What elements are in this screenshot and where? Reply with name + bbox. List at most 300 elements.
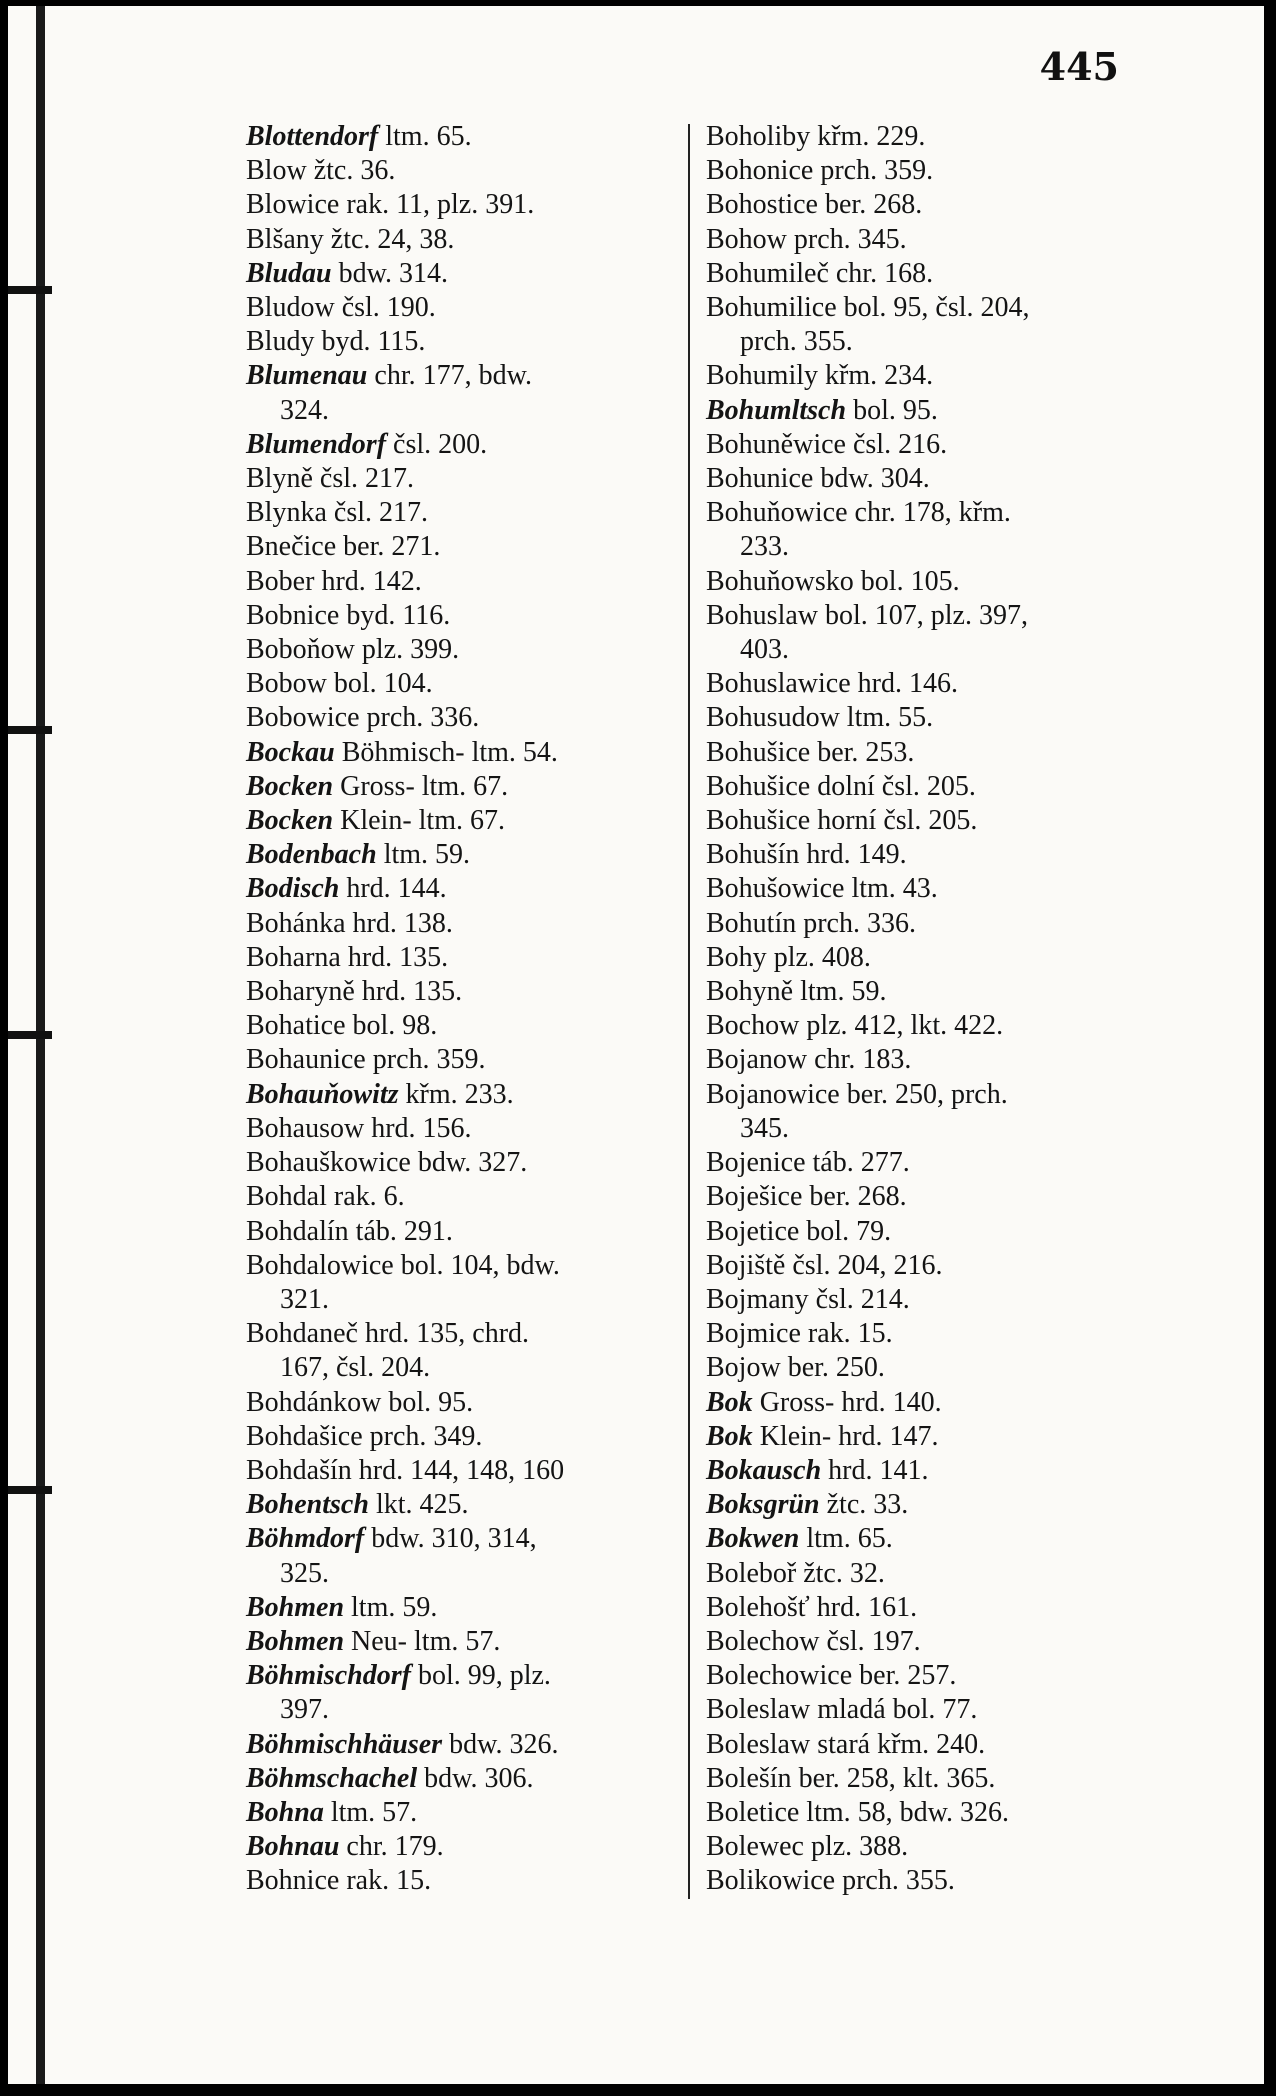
entry-reference: ltm. 65.: [799, 1523, 893, 1555]
index-entry: [706, 154, 1146, 188]
index-entry: [246, 838, 686, 872]
index-entry: [706, 1043, 1146, 1077]
entry-reference: rak. 15.: [800, 1318, 893, 1350]
entry-reference: ltm. 58, bdw. 326.: [799, 1796, 1010, 1828]
entry-name: Bohmen: [246, 1625, 345, 1657]
index-entry: [706, 770, 1146, 804]
entry-reference: čsl. 216.: [845, 428, 948, 460]
index-entry: [706, 599, 1146, 633]
entry-name: Bok: [706, 1386, 753, 1418]
entry-name: Boharyně: [246, 976, 355, 1008]
entry-reference: 345.: [740, 1112, 789, 1144]
entry-reference: bdw. 304.: [813, 463, 930, 495]
entry-reference: bdw. 327.: [410, 1147, 528, 1179]
entry-reference: Gross- hrd. 140.: [752, 1386, 942, 1418]
index-entry: [246, 1386, 686, 1420]
entry-reference: plz. 388.: [803, 1831, 909, 1863]
binding-stitch: [8, 286, 52, 294]
entry-reference: ber. 268.: [802, 1181, 907, 1213]
entry-name: Bohaunice: [246, 1044, 366, 1076]
entry-reference: chr. 177, bdw.: [367, 360, 532, 392]
index-entry: [246, 530, 686, 564]
entry-reference: ltm. 65.: [378, 121, 472, 152]
entry-name: Bohuňowsko: [706, 565, 854, 597]
entry-reference: plz. 412, lkt. 422.: [799, 1010, 1004, 1042]
entry-name: Bohunice: [706, 463, 814, 495]
entry-reference: prch. 349.: [362, 1420, 483, 1452]
index-entry: [706, 1796, 1146, 1830]
entry-name: Bohatice: [246, 1010, 346, 1042]
entry-reference: hrd. 149.: [799, 839, 907, 871]
index-entry: [246, 496, 686, 530]
entry-name: Böhmschachel: [246, 1762, 418, 1794]
entry-name: Boholiby: [706, 121, 811, 152]
entry-reference: hrd. 135.: [340, 941, 449, 973]
entry-name: Bludow: [246, 292, 335, 324]
index-entry: [706, 291, 1146, 325]
index-entry: [706, 1864, 1146, 1898]
entry-name: Boleslaw: [706, 1728, 811, 1760]
entry-name: Bolikowice: [706, 1865, 836, 1897]
entry-reference: čsl. 217.: [312, 463, 414, 495]
entry-name: Bohnice: [246, 1865, 340, 1897]
binding-stitch: [8, 726, 52, 734]
entry-reference: křm. 234.: [818, 360, 934, 392]
entry-reference: bdw. 306.: [417, 1762, 534, 1794]
entry-reference: bol. 107, plz. 397,: [818, 599, 1028, 631]
index-entry: [246, 1864, 686, 1898]
index-entry-continuation: [706, 633, 1146, 667]
entry-reference: dolní čsl. 205.: [810, 770, 976, 802]
entry-reference: hrd. 138.: [345, 907, 453, 939]
index-entry: [706, 359, 1146, 393]
entry-reference: chr. 168.: [828, 257, 934, 289]
index-entry: [246, 1522, 686, 1556]
entry-name: Bohow: [706, 223, 787, 255]
entry-name: Bludau: [246, 257, 332, 289]
index-entry: [246, 633, 686, 667]
index-entry: [706, 1078, 1146, 1112]
entry-reference: ber. 253.: [810, 736, 915, 768]
entry-name: Bohušice: [706, 805, 811, 837]
index-entry-continuation: [246, 1283, 686, 1317]
index-entry: [706, 1009, 1146, 1043]
entry-name: Bohnau: [246, 1831, 340, 1863]
index-entry: [246, 804, 686, 838]
entry-reference: prch. 359.: [365, 1044, 486, 1076]
entry-name: Bojow: [706, 1352, 781, 1384]
entry-name: Bodisch: [246, 873, 340, 905]
entry-name: Bohdalín: [246, 1215, 349, 1247]
entry-reference: rak. 15.: [339, 1865, 432, 1897]
index-entry: [246, 1659, 686, 1693]
index-entry: [246, 667, 686, 701]
entry-name: Böhmdorf: [246, 1523, 365, 1555]
index-entry: [706, 428, 1146, 462]
entry-name: Bohutín: [706, 907, 797, 939]
binding-edge: [36, 6, 45, 2084]
entry-reference: čsl. 190.: [334, 292, 436, 324]
entry-name: Bohumltsch: [706, 394, 847, 426]
index-entry: [706, 1830, 1146, 1864]
index-entry: [706, 941, 1146, 975]
index-entry: [246, 701, 686, 735]
binding-stitch: [8, 1031, 52, 1039]
entry-reference: mladá bol. 77.: [810, 1694, 978, 1726]
entry-name: Blšany: [246, 223, 324, 255]
entry-reference: ltm. 59.: [793, 976, 887, 1008]
entry-reference: bol. 95.: [846, 394, 938, 426]
entry-reference: bol. 95.: [381, 1386, 474, 1418]
entry-reference: prch. 359.: [813, 155, 934, 187]
entry-name: Bochow: [706, 1010, 800, 1042]
entry-name: Blumendorf: [246, 428, 387, 460]
entry-reference: 167, čsl. 204.: [280, 1352, 431, 1384]
entry-name: Bohánka: [246, 907, 346, 939]
entry-name: Bohausow: [246, 1112, 365, 1144]
entry-name: Böhmischdorf: [246, 1660, 411, 1692]
entry-name: Bolechow: [706, 1625, 820, 1657]
entry-name: Bohyně: [706, 976, 794, 1008]
index-entry: [246, 1215, 686, 1249]
index-entry: [246, 1830, 686, 1864]
entry-name: Bohuňowice: [706, 497, 848, 529]
entry-name: Bohdašice: [246, 1420, 363, 1452]
entry-name: Bobnice: [246, 599, 340, 631]
entry-reference: hrd. 161.: [809, 1591, 918, 1623]
index-entry: [246, 872, 686, 906]
index-entry: [246, 291, 686, 325]
entry-reference: křm. 229.: [810, 121, 926, 152]
entry-name: Bohy: [706, 941, 767, 973]
entry-reference: bol. 95, čsl. 204,: [836, 292, 1030, 324]
index-entry: [706, 1283, 1146, 1317]
index-entry: [706, 1625, 1146, 1659]
entry-reference: Neu- ltm. 57.: [344, 1625, 501, 1657]
entry-reference: ber. 268.: [818, 189, 923, 221]
index-entry: [706, 1146, 1146, 1180]
index-entry: [706, 1762, 1146, 1796]
entry-reference: ltm. 59.: [344, 1591, 438, 1623]
entry-reference: bol. 79.: [799, 1215, 892, 1247]
index-entry: [706, 1522, 1146, 1556]
index-entry: [246, 257, 686, 291]
index-entry: [246, 1591, 686, 1625]
index-entry: [246, 1796, 686, 1830]
entry-reference: čsl. 204, 216.: [785, 1249, 943, 1281]
index-entry: [246, 1249, 686, 1283]
entry-name: Bohuněwice: [706, 428, 846, 460]
entry-name: Boješice: [706, 1181, 803, 1213]
index-entry: [246, 154, 686, 188]
index-entry: [246, 325, 686, 359]
entry-reference: rak. 6.: [326, 1181, 405, 1213]
entry-reference: stará křm. 240.: [810, 1728, 986, 1760]
index-entry: [246, 462, 686, 496]
entry-name: Bohušowice: [706, 873, 845, 905]
entry-name: Boletice: [706, 1796, 800, 1828]
entry-name: Bobowice: [246, 702, 360, 734]
entry-name: Blynka: [246, 497, 327, 529]
index-entry: [246, 736, 686, 770]
index-entry: [706, 1351, 1146, 1385]
entry-reference: chr. 179.: [339, 1831, 444, 1863]
entry-name: Bohuslaw: [706, 599, 818, 631]
entry-reference: čsl. 200.: [386, 428, 488, 460]
entry-name: Bohušín: [706, 839, 800, 871]
entry-name: Bohdalowice: [246, 1249, 394, 1281]
entry-name: Bohmen: [246, 1591, 345, 1623]
entry-name: Bludy: [246, 326, 315, 358]
index-entry: [246, 1317, 686, 1351]
entry-reference: prch. 355.: [740, 326, 853, 358]
entry-reference: žtc. 32.: [796, 1557, 885, 1589]
index-entry: [706, 804, 1146, 838]
entry-reference: ltm. 43.: [844, 873, 938, 905]
entry-reference: bdw. 326.: [442, 1728, 559, 1760]
entry-reference: bol. 105.: [853, 565, 960, 597]
entry-reference: bol. 104.: [326, 668, 433, 700]
index-entry: [246, 120, 686, 154]
entry-reference: ber. 258, klt. 365.: [791, 1762, 996, 1794]
index-entry: [706, 1215, 1146, 1249]
entry-name: Boharna: [246, 941, 341, 973]
index-entry: [246, 1625, 686, 1659]
entry-reference: ber. 257.: [852, 1660, 957, 1692]
entry-name: Bohumilice: [706, 292, 837, 324]
index-entry: [246, 1009, 686, 1043]
entry-name: Bohusudow: [706, 702, 840, 734]
entry-reference: prch. 336.: [359, 702, 480, 734]
index-entry: [246, 1488, 686, 1522]
binding-stitch: [8, 1486, 52, 1494]
entry-name: Bocken: [246, 770, 334, 802]
index-entry: [706, 1557, 1146, 1591]
entry-name: Blowice: [246, 189, 340, 221]
index-entry: [246, 1112, 686, 1146]
index-entry: [706, 1591, 1146, 1625]
entry-reference: 397.: [280, 1694, 329, 1726]
index-entry-continuation: [246, 1557, 686, 1591]
index-entry: [246, 1728, 686, 1762]
index-entry: [246, 907, 686, 941]
entry-name: Bok: [706, 1420, 753, 1452]
index-entry-continuation: [706, 530, 1146, 564]
entry-reference: hrd. 142.: [314, 565, 422, 597]
index-entry: [246, 1180, 686, 1214]
entry-name: Bohostice: [706, 189, 818, 221]
entry-name: Blumenau: [246, 360, 368, 392]
entry-reference: táb. 291.: [348, 1215, 453, 1247]
index-entry: [246, 359, 686, 393]
entry-reference: 403.: [740, 634, 789, 666]
entry-reference: táb. 277.: [805, 1147, 910, 1179]
index-entry: [246, 565, 686, 599]
entry-name: Bojmany: [706, 1283, 809, 1315]
entry-reference: prch. 336.: [796, 907, 916, 939]
index-entry: [706, 838, 1146, 872]
entry-name: Bocken: [246, 805, 334, 837]
entry-reference: rak. 11, plz. 391.: [339, 189, 535, 221]
entry-name: Bober: [246, 565, 315, 597]
index-entry: [706, 667, 1146, 701]
entry-name: Bolewec: [706, 1831, 804, 1863]
index-entry: [246, 223, 686, 257]
column-divider: [688, 124, 690, 1899]
entry-reference: bol. 104, bdw.: [393, 1249, 560, 1281]
entry-name: Bojanowice: [706, 1078, 840, 1110]
entry-name: Bojanow: [706, 1044, 808, 1076]
entry-name: Bolechowice: [706, 1660, 853, 1692]
entry-reference: chr. 183.: [807, 1044, 912, 1076]
entry-reference: žtc. 36.: [306, 155, 396, 187]
index-entry: [706, 907, 1146, 941]
entry-reference: bdw. 314.: [331, 257, 449, 289]
index-column-right: [706, 120, 1146, 1899]
entry-name: Bokwen: [706, 1523, 800, 1555]
entry-name: Bockau: [246, 736, 335, 768]
entry-name: Bokausch: [706, 1454, 822, 1486]
entry-reference: bol. 99, plz.: [410, 1660, 551, 1692]
entry-name: Bohdánkow: [246, 1386, 382, 1418]
entry-reference: Klein- ltm. 67.: [333, 805, 505, 837]
index-entry: [706, 1249, 1146, 1283]
entry-name: Bohonice: [706, 155, 814, 187]
entry-reference: 321.: [280, 1283, 329, 1315]
entry-name: Bnečice: [246, 531, 337, 563]
entry-reference: hrd. 135.: [354, 976, 463, 1008]
entry-reference: čsl. 197.: [819, 1625, 921, 1657]
entry-reference: bdw. 310, 314,: [364, 1523, 537, 1555]
entry-reference: horní čsl. 205.: [810, 805, 978, 837]
entry-name: Blow: [246, 155, 307, 187]
index-entry: [706, 1317, 1146, 1351]
index-entry: [706, 257, 1146, 291]
entry-name: Boksgrün: [706, 1489, 820, 1521]
entry-reference: ltm. 55.: [839, 702, 934, 734]
index-entry: [706, 872, 1146, 906]
entry-name: Boleboř: [706, 1557, 797, 1589]
entry-reference: ltm. 57.: [323, 1796, 418, 1828]
entry-reference: Klein- hrd. 147.: [752, 1420, 939, 1452]
entry-reference: žtc. 24, 38.: [323, 223, 455, 255]
index-entry: [706, 223, 1146, 257]
entry-name: Bolehošť: [706, 1591, 810, 1623]
index-entry: [706, 1659, 1146, 1693]
entry-name: Bojenice: [706, 1147, 806, 1179]
index-entry-continuation: [706, 1112, 1146, 1146]
entry-name: Blyně: [246, 463, 313, 495]
index-entry: [246, 1420, 686, 1454]
page-number: 445: [1039, 44, 1119, 89]
index-entry: [706, 1386, 1146, 1420]
entry-name: Bojetice: [706, 1215, 800, 1247]
entry-name: Boleslaw: [706, 1694, 811, 1726]
entry-name: Bolešín: [706, 1762, 792, 1794]
index-entry: [706, 1728, 1146, 1762]
entry-reference: ber. 250, prch.: [839, 1078, 1008, 1110]
entry-reference: prch. 355.: [835, 1865, 955, 1897]
entry-name: Bohauškowice: [246, 1147, 411, 1179]
entry-reference: lkt. 425.: [368, 1489, 469, 1521]
entry-name: Bohumileč: [706, 257, 829, 289]
entry-name: Bohna: [246, 1796, 324, 1828]
index-entry: [246, 1078, 686, 1112]
entry-reference: ber. 250.: [780, 1352, 885, 1384]
index-column-left: [246, 120, 686, 1899]
index-entry: [706, 701, 1146, 735]
entry-name: Bohentsch: [246, 1489, 369, 1521]
entry-reference: prch. 345.: [786, 223, 907, 255]
entry-name: Bodenbach: [246, 839, 377, 871]
index-entry: [706, 120, 1146, 154]
index-entry-continuation: [246, 394, 686, 428]
index-entry: [246, 975, 686, 1009]
entry-reference: čsl. 214.: [808, 1283, 910, 1315]
entry-reference: bol. 98.: [345, 1010, 438, 1042]
index-entry: [706, 394, 1146, 428]
index-entry: [246, 1043, 686, 1077]
entry-reference: 325.: [280, 1557, 329, 1589]
index-entry: [246, 428, 686, 462]
index-entry: [246, 1454, 686, 1488]
entry-reference: chr. 178, křm.: [847, 497, 1011, 529]
entry-reference: hrd. 144.: [339, 873, 447, 905]
entry-name: Böhmischhäuser: [246, 1728, 443, 1760]
book-page: [8, 6, 1264, 2084]
entry-name: Bohumily: [706, 360, 819, 392]
index-entry: [246, 941, 686, 975]
index-entry: [706, 565, 1146, 599]
index-entry: [246, 599, 686, 633]
entry-name: Bojiště: [706, 1249, 786, 1281]
entry-name: Bobow: [246, 668, 327, 700]
index-entry: [706, 1693, 1146, 1727]
entry-name: Bohušice: [706, 770, 811, 802]
entry-reference: byd. 116.: [339, 599, 451, 631]
index-entry-continuation: [246, 1693, 686, 1727]
entry-name: Bohušice: [706, 736, 811, 768]
entry-reference: plz. 408.: [766, 941, 871, 973]
entry-name: Bohuslawice: [706, 668, 851, 700]
entry-reference: Gross- ltm. 67.: [333, 770, 509, 802]
entry-name: Boboňow: [246, 634, 355, 666]
entry-name: Blottendorf: [246, 121, 379, 152]
index-entry: [706, 1420, 1146, 1454]
entry-name: Bohdaneč: [246, 1318, 358, 1350]
index-entry: [706, 496, 1146, 530]
entry-reference: 233.: [740, 531, 789, 563]
index-entry: [706, 462, 1146, 496]
index-entry-continuation: [246, 1351, 686, 1385]
entry-reference: ltm. 59.: [376, 839, 471, 871]
entry-name: Bohdal: [246, 1181, 327, 1213]
entry-reference: hrd. 146.: [850, 668, 958, 700]
index-entry-continuation: [706, 325, 1146, 359]
index-entry: [706, 1488, 1146, 1522]
entry-reference: křm. 233.: [398, 1078, 514, 1110]
entry-reference: byd. 115.: [314, 326, 426, 358]
entry-name: Bohdašín: [246, 1454, 352, 1486]
index-entry: [706, 188, 1146, 222]
index-entry: [246, 1146, 686, 1180]
entry-reference: žtc. 33.: [819, 1489, 909, 1521]
entry-reference: plz. 399.: [354, 634, 460, 666]
entry-reference: ber. 271.: [336, 531, 441, 563]
entry-reference: hrd. 156.: [364, 1112, 472, 1144]
index-entry: [706, 975, 1146, 1009]
entry-name: Bojmice: [706, 1318, 801, 1350]
